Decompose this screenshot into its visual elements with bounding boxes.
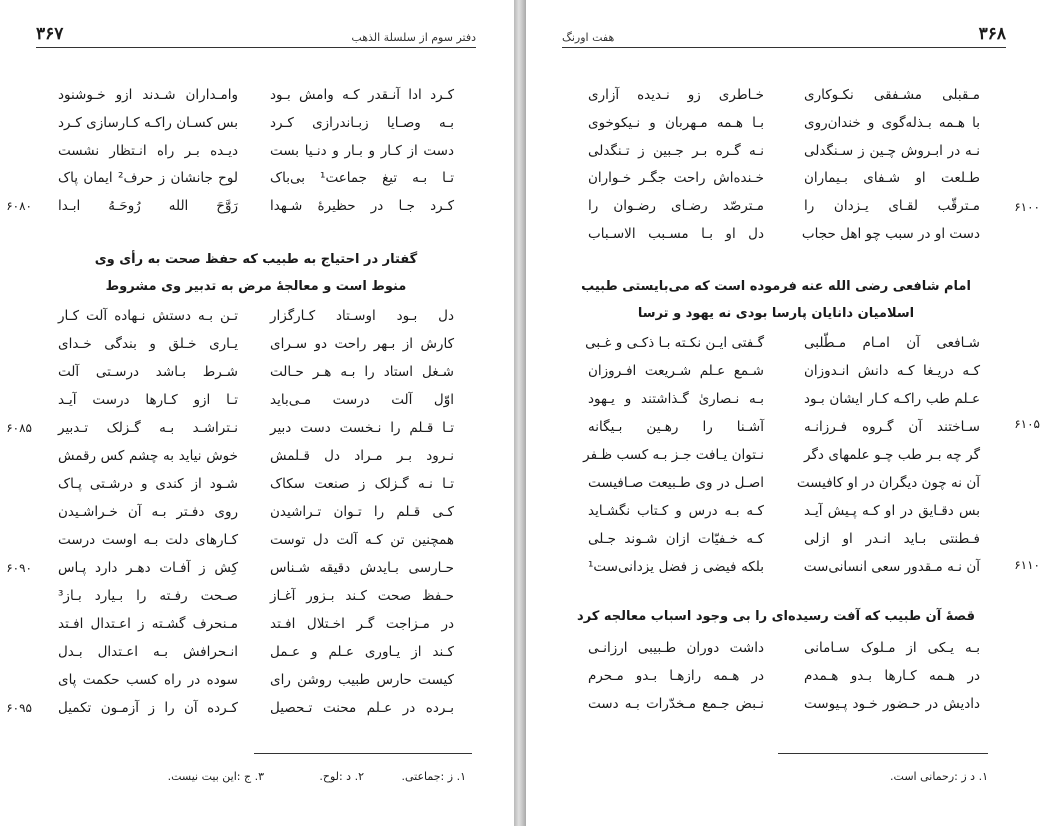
left-page (0, 0, 514, 826)
hemistich-second: صـحت رفـته را بـیارد بـاز³ (58, 588, 238, 604)
hemistich-first: گر چه بـر طب چـو علمهای دگر (804, 447, 980, 463)
hemistich-second: بـا هـمه مـهربان و نـیکوخوی (588, 114, 764, 131)
section-heading: قصهٔ آن طبیب که آفت رسیده‌ای را بی وجود اسباب معالجه کرد (577, 609, 975, 624)
hemistich-first: کـند از یـاوری عـلم و عـمل (270, 644, 454, 660)
hemistich-second: بلکه فیضی ز فضل یزدانی‌ست¹ (588, 559, 764, 575)
hemistich-second: شـود از کندی و درشـتی پـاک (58, 476, 238, 492)
hemistich-second: در هـمه رازهـا بـدو مـحرم (588, 668, 764, 684)
hemistich-second: کـه خـفیّات ازان شـوند جـلی (588, 531, 764, 547)
hemistich-second: خـنده‌اش راحت جگـر خـواران (588, 170, 764, 187)
hemistich-first: بـه وصـایا زبـاندرازی کـرد (270, 114, 454, 131)
running-title: هفت اورنگ (562, 31, 615, 44)
hemistich-first: شـغل استاد را بـه هـر حـالت (270, 364, 454, 380)
section-heading: امام شافعی رضی الله عنه فرموده است که می‌بایستی طبیب (581, 279, 971, 294)
hemistich-first: تـا نـه گـزلک ز صنعت سکاک (270, 476, 454, 492)
hemistich-second: بـه نـصاریٰ گـذاشتند و یـهود (588, 391, 764, 407)
hemistich-second: تـا ازو کـارها درست آیـد (58, 392, 238, 408)
hemistich-second: لوح جانشان ز حرف² ایمان پاک (58, 170, 238, 187)
section-heading: گفتار در احتیاج به طبیب که حفظ صحت به رأی وی (94, 252, 418, 267)
verse-number: ۶۱۱۰ (1014, 558, 1040, 572)
hemistich-first: طـلعت او شـفای بـیماران (804, 170, 980, 187)
footnote: ۲. د :لوح. (319, 770, 364, 783)
hemistich-first: کـرد ادا آنـقدر کـه وامش بـود (270, 87, 454, 103)
hemistich-second: آشـنا را رهـین بـیگانه (588, 419, 764, 435)
right-page-header (562, 22, 1006, 48)
hemistich-second: نـبض جـمع مـخدّرات بـه دست (588, 696, 764, 712)
hemistich-first: آن نه چون دیگران در او کافیست (796, 475, 980, 491)
hemistich-second: کـارهای دلت بـه اوست درست (58, 532, 238, 548)
hemistich-second: داشت دوران طـبیبی ارزانـی (588, 640, 764, 656)
hemistich-first: در هـمه کـارها بـدو هـمدم (804, 668, 980, 684)
hemistich-first: نـرود بـر مـراد دل قـلمش (270, 448, 454, 464)
hemistich-second: یـاری خـلق و بندگی خـدای (58, 336, 238, 352)
hemistich-first: بس دقـایق در او کـه پـیش آیـد (804, 503, 980, 519)
running-title: دفتر سوم از سلسلة الذهب (351, 31, 476, 44)
footnote: ۱. ز :جماعتی. (401, 770, 466, 783)
hemistich-second: سوده در راه کسب حکمت پای (58, 672, 238, 688)
footnote-rule (254, 753, 472, 754)
hemistich-second: روی دفـتر بـه آن خـراشـیدن (58, 504, 238, 520)
hemistich-first: در مـزاجت گـر اخـتلال افـتد (270, 616, 454, 632)
hemistich-first: اوّل آلت درست مـی‌باید (270, 392, 454, 408)
hemistich-first: حـارسی بـایدش دقیقه شـناس (270, 560, 454, 576)
hemistich-first: دادیش در حـضور خـود پـیوست (804, 696, 980, 712)
hemistich-second: شـمع عـلم شـریعت افـروزان (588, 363, 764, 379)
hemistich-first: تـا قـلم را نـخست دست دبیر (270, 420, 454, 436)
hemistich-second: کـه بـه درس و کـتاب نگشـاید (588, 503, 764, 519)
hemistich-first: کارش از بـهر راحت دو سـرای (270, 336, 454, 352)
section-heading: منوط است و معالجهٔ مرض به تدبیر وی مشروط (105, 279, 407, 294)
hemistich-first: شـافعی آن امـام مـطّلبی (804, 335, 980, 351)
hemistich-first: کـی قـلم را تـوان تـراشیدن (270, 504, 454, 520)
hemistich-first: مـقبلی مشـفقی نکـوکاری (804, 87, 980, 103)
verse-number: ۶۰۹۵ (6, 701, 32, 715)
hemistich-second: تـن بـه دستش نـهاده آلت کـار (58, 308, 238, 324)
hemistich-first: همچنین تن کـه آلت دل توست (270, 532, 454, 548)
section-heading: اسلامیان دانایان پارسا بودی نه یهود و ترسا (637, 306, 915, 321)
hemistich-first: تـا بـه تیغ جماعت¹ بی‌باک (270, 170, 454, 187)
hemistich-second: مـنحرف گشـته ز اعـتدال افـتد (58, 616, 238, 632)
hemistich-second: وامـداران شـدند ازو خـوشنود (58, 87, 238, 103)
hemistich-second: اصـل در وی طـبیعت صـافیست (588, 475, 764, 491)
hemistich-second: مـترصّد رضـای رضـوان را (588, 198, 764, 215)
left-page-header (36, 22, 476, 48)
hemistich-first: حـفظ صحت کـند بـزور آغـاز (270, 588, 454, 604)
hemistich-first: بـه یـکی از مـلوک سـامانی (804, 640, 980, 656)
verse-number: ۶۱۰۵ (1014, 417, 1040, 431)
verse-number: ۶۰۸۵ (6, 421, 32, 435)
hemistich-first: با هـمه بـذله‌گوی و خندان‌روی (804, 114, 980, 131)
hemistich-second: دیـده بـر راه انـتظار نشست (58, 142, 238, 159)
hemistich-second: دل او بـا مسـبب الاسـباب (588, 226, 764, 242)
hemistich-second: کـرده آن را ز آزمـون تکمیل (58, 700, 238, 716)
hemistich-second: نـه گـره بـر جـبین ز تـنگدلی (588, 142, 764, 159)
right-page (526, 0, 1040, 826)
hemistich-first: دست او در سبب چو اهل حجاب (801, 226, 980, 242)
hemistich-first: بـرده در عـلم محنت تـحصیل (270, 700, 454, 716)
footnote: ۱. د ز :رحمانی است. (890, 770, 988, 783)
verse-number: ۶۱۰۰ (1014, 200, 1040, 214)
hemistich-first: نـه در ابـروش چـین ز سـنگدلی (804, 142, 980, 159)
hemistich-first: مـترقّب لقـای یـزدان را (804, 198, 980, 215)
hemistich-second: انـحرافش بـه اعـتدال بـدل (58, 644, 238, 660)
hemistich-first: دل بـود اوسـتاد کـارگزار (270, 308, 454, 324)
hemistich-first: دست از کـار و بـار و دنـیا بست (270, 142, 454, 159)
page-number: ۳۶۷ (36, 24, 64, 44)
footnote: ۳. ج :این بیت نیست. (167, 770, 264, 783)
hemistich-second: گـفتی ایـن نکـته بـا ذکـی و غـبی (585, 335, 764, 351)
hemistich-second: نـتوان یـافت جـز بـه کسب ظـفر (583, 447, 764, 463)
hemistich-first: کیست حارس طبیب روشن رای (270, 672, 454, 688)
hemistich-first: کـرد جـا در حظیرهٔ شـهدا (270, 198, 454, 215)
footnote-rule (778, 753, 988, 754)
hemistich-first: عـلم طب راکـه کـار ایشان بـود (804, 391, 980, 407)
verse-number: ۶۰۹۰ (6, 561, 32, 575)
hemistich-first: فـطنتی بـاید انـدر او ازلی (804, 531, 980, 547)
hemistich-first: کـه دریـغا کـه دانش انـدوزان (804, 363, 980, 379)
page-number: ۳۶۸ (978, 24, 1006, 44)
hemistich-first: سـاختند آن گـروه فـرزانـه (804, 419, 980, 435)
hemistich-second: نـتراشـد بـه گـزلک تـدبیر (58, 420, 238, 436)
hemistich-second: رَوَّحَ الله رُوحَـهُ ابـدا (58, 198, 238, 215)
hemistich-second: بس کسـان راکـه کـارسازی کـرد (58, 114, 238, 131)
book-gutter (514, 0, 526, 826)
hemistich-second: کِش ز آفـات دهـر دارد پـاس (58, 560, 238, 576)
hemistich-second: خـاطری زو نـدیده آزاری (588, 87, 764, 103)
verse-number: ۶۰۸۰ (6, 199, 32, 213)
hemistich-second: شـرط بـاشد درسـتی آلت (58, 364, 238, 380)
hemistich-first: آن نـه مـقدور سعی انسانی‌ست (803, 559, 980, 575)
hemistich-second: خوش نیاید به چشم کس رقمش (58, 448, 238, 464)
